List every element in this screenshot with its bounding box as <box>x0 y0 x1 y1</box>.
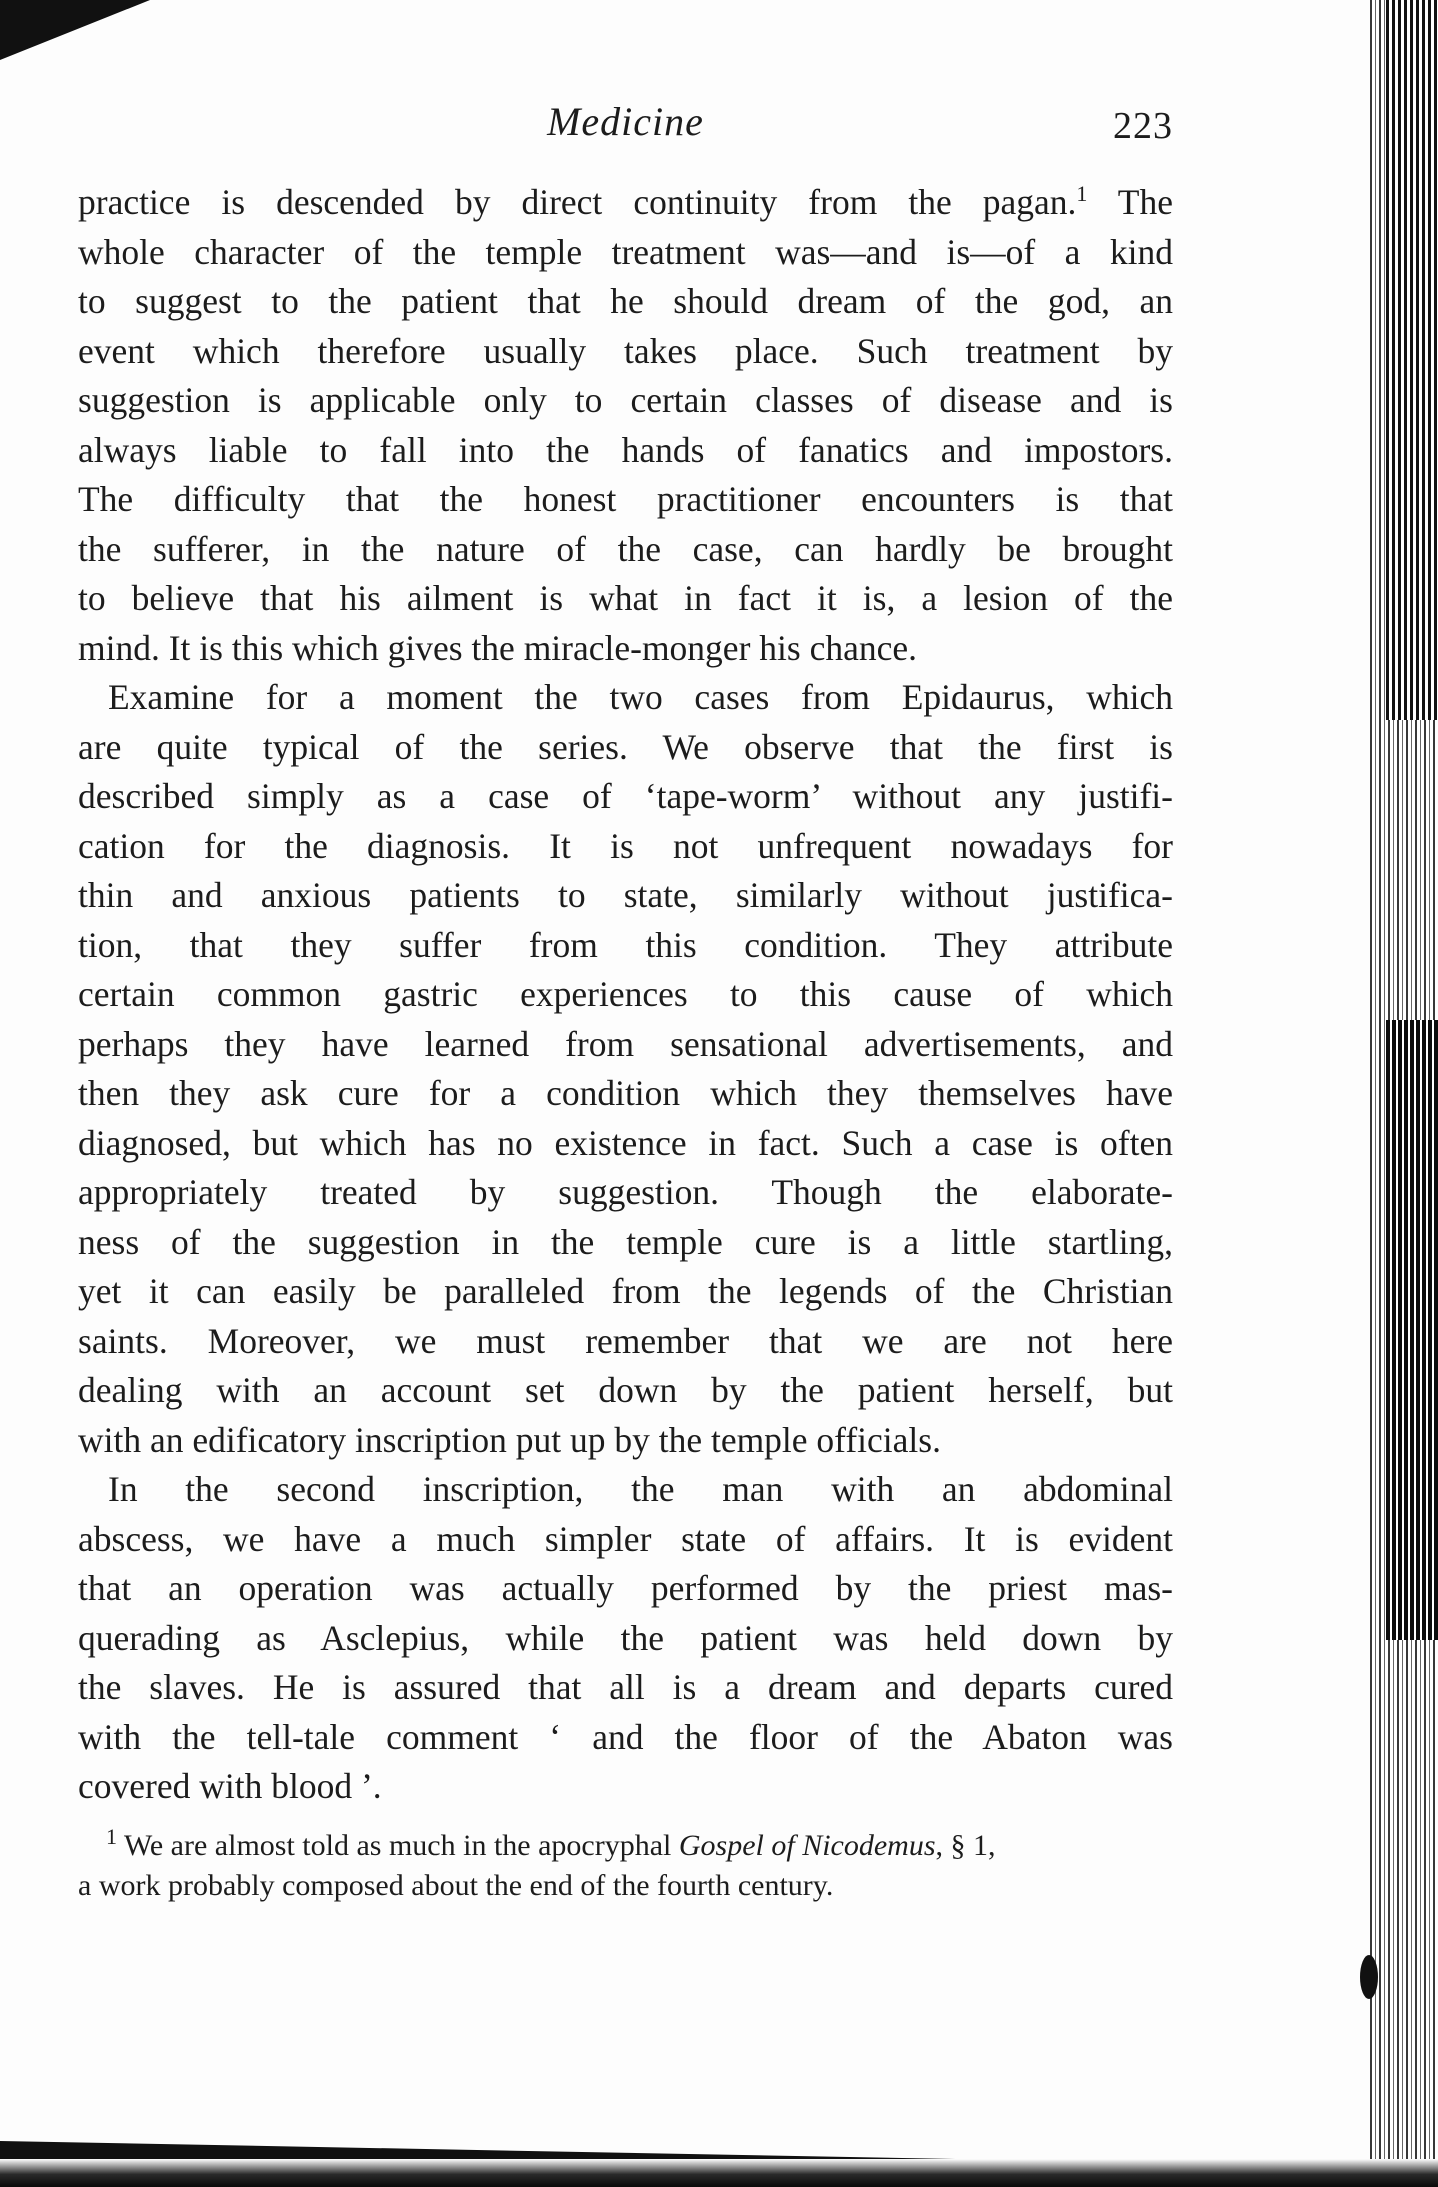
page-number: 223 <box>1113 105 1173 147</box>
text-line <box>78 178 1173 228</box>
text-line: to suggest to the patient that he should dream of the god, an <box>78 281 1173 321</box>
text-line: tion, that they suffer from this condition. They attribute <box>78 924 1173 965</box>
book-spine-shadow-upper <box>1386 0 1438 720</box>
text-line: querading as Asclepius, while the patient was held down by <box>78 1617 1173 1658</box>
footnote-text: , § 1, <box>935 1829 996 1862</box>
body-text <box>78 178 1173 1812</box>
text-line: whole character of the temple treatment was—and is—of a kind <box>78 231 1173 272</box>
footnote-line <box>78 1826 1173 1866</box>
text-line: ness of the suggestion in the temple cure is a little startling, <box>78 1221 1173 1262</box>
footnote-italic-title: Gospel of Nicodemus <box>678 1829 936 1862</box>
text-line: dealing with an account set down by the patient herself, but <box>78 1370 1173 1410</box>
footnotes <box>78 1826 1173 1906</box>
text-line: perhaps they have learned from sensational advertisements, and <box>78 1023 1173 1064</box>
text-line: with the tell-tale comment ‘ and the floor of the Abaton was <box>78 1716 1173 1757</box>
text-line: covered with blood ’. <box>78 1766 382 1806</box>
text-line: suggestion is applicable only to certain classes of disease and is <box>78 380 1173 420</box>
text-line: the sufferer, in the nature of the case, can hardly be brought <box>78 528 1173 569</box>
footnote-reference: 1 <box>1076 181 1088 207</box>
text-line: then they ask cure for a condition which they themselves have <box>78 1073 1173 1113</box>
paragraph-3 <box>78 1465 1173 1812</box>
footnote-text: We are almost told as much in the apocryphal <box>117 1829 679 1862</box>
text-line: Examine for a moment the two cases from Epidaurus, which <box>108 677 1173 717</box>
text-span: practice is descended by direct continuity from the pagan. <box>78 182 1077 222</box>
text-line: described simply as a case of ‘tape-worm’ without any justifi- <box>78 776 1173 816</box>
text-line: event which therefore usually takes place. Such treatment by <box>78 330 1173 371</box>
text-line: saints. Moreover, we must remember that we are not here <box>78 1320 1173 1361</box>
text-span: The <box>1087 182 1173 222</box>
running-title: Medicine <box>547 99 704 144</box>
text-line: to believe that his ailment is what in fact it is, a lesion of the <box>78 578 1173 618</box>
text-line: yet it can easily be paralleled from the legends of the Christian <box>78 1271 1173 1311</box>
text-line: cation for the diagnosis. It is not unfrequent nowadays for <box>78 825 1173 866</box>
footnote-mark: 1 <box>106 1824 117 1849</box>
text-line: mind. It is this which gives the miracle-monger his chance. <box>78 627 917 668</box>
text-line: thin and anxious patients to state, similarly without justifica- <box>78 875 1173 915</box>
text-line: always liable to fall into the hands of fanatics and impostors. <box>78 429 1173 470</box>
footnote-line: a work probably composed about the end of the fourth century. <box>78 1869 834 1902</box>
text-line: diagnosed, but which has no existence in fact. Such a case is often <box>78 1122 1173 1163</box>
text-line: with an edificatory inscription put up by the temple officials. <box>78 1419 941 1460</box>
text-line: appropriately treated by suggestion. Though the elaborate- <box>78 1172 1173 1212</box>
text-line: are quite typical of the series. We observe that the first is <box>78 726 1173 767</box>
running-head <box>78 98 1173 158</box>
text-line: abscess, we have a much simpler state of affairs. It is evident <box>78 1518 1173 1559</box>
text-line: certain common gastric experiences to this cause of which <box>78 974 1173 1014</box>
text-line: The difficulty that the honest practitioner encounters is that <box>78 479 1173 519</box>
book-spine-shadow-lower <box>1386 1020 1438 1640</box>
scan-corner-mark <box>0 0 150 60</box>
paragraph-2 <box>78 673 1173 1465</box>
scan-bottom-edge <box>0 2159 1438 2187</box>
text-line: In the second inscription, the man with an abdominal <box>108 1469 1173 1509</box>
ink-blot <box>1360 1955 1378 1999</box>
paragraph-1 <box>78 178 1173 673</box>
text-line: that an operation was actually performed by the priest mas- <box>78 1568 1173 1608</box>
text-line: the slaves. He is assured that all is a dream and departs cured <box>78 1667 1173 1707</box>
